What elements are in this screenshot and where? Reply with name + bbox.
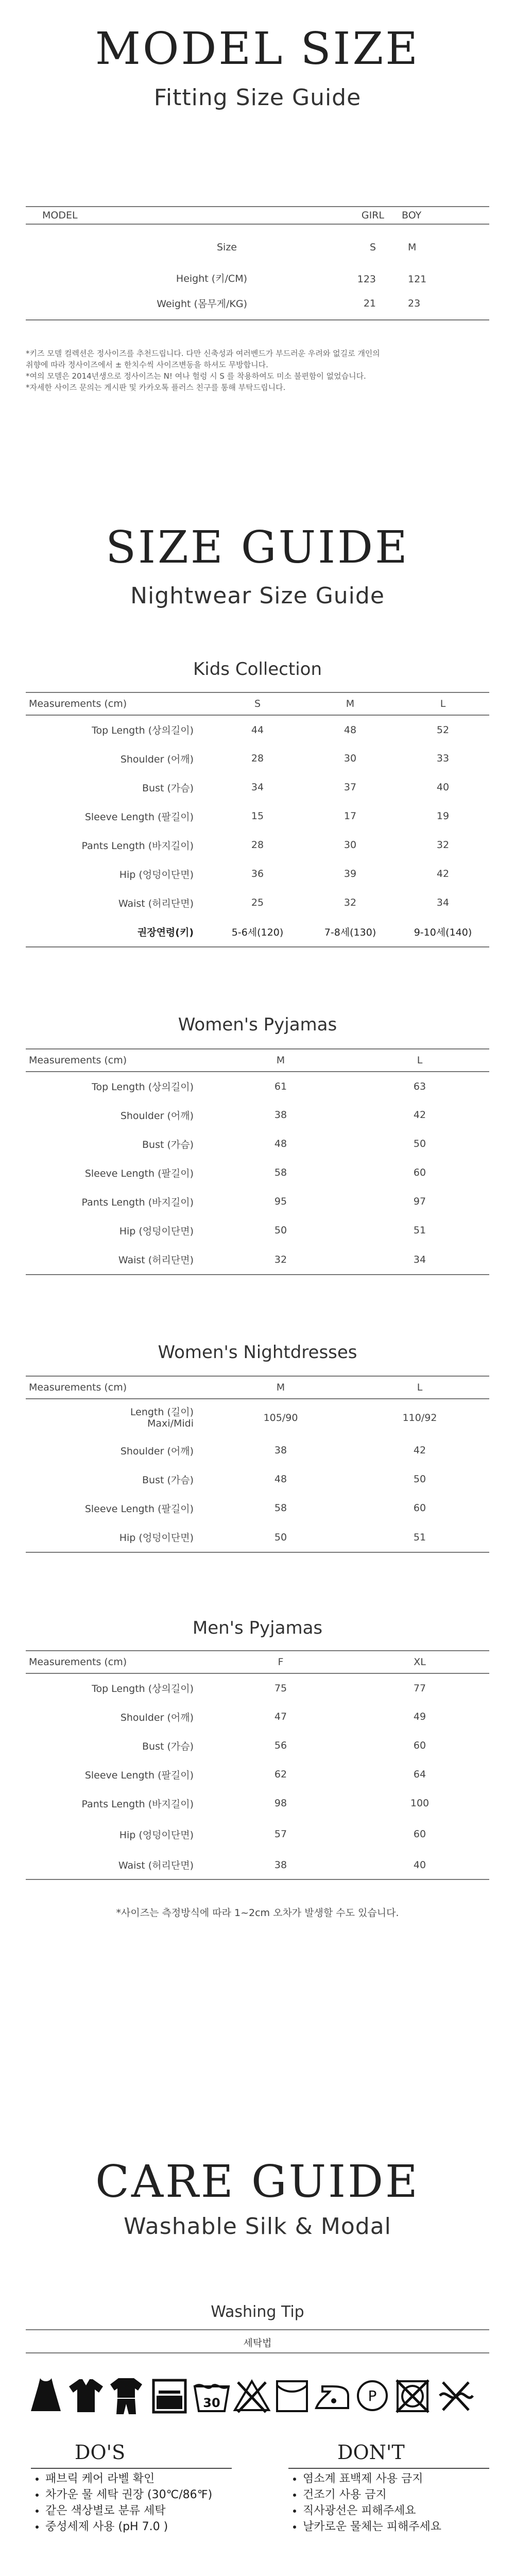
list-item: • 직사광선은 피해주세요 xyxy=(303,2503,441,2519)
table-row: Sleeve Length (팔길이) 62 64 xyxy=(84,1769,426,1781)
divider xyxy=(31,2468,232,2469)
list-item: • 차가운 물 세탁 권장 (30℃/86℉) xyxy=(45,2487,212,2503)
table-row: Size S M xyxy=(216,242,417,253)
table-header: Measurements (cm) xyxy=(29,1055,127,1066)
table-row: Hip (엉덩이단면) 50 51 xyxy=(119,1225,426,1237)
table-row: Waist (허리단면) 32 34 xyxy=(26,1245,489,1275)
table-header: Measurements (cm) xyxy=(29,1382,127,1393)
model-size-title: MODEL SIZE xyxy=(95,23,420,75)
table-row: Top Length (상의길이) 61 63 xyxy=(92,1080,426,1093)
list-item: • 패브릭 케어 라벨 확인 xyxy=(45,2471,212,2487)
table-row: Bust (가슴) 48 50 xyxy=(142,1138,426,1150)
divider xyxy=(26,2329,489,2330)
table-row: Bust (가슴) 56 60 xyxy=(142,1740,426,1752)
dry-clean-icon xyxy=(352,2375,392,2416)
table-row: Sleeve Length (팔길이) 15 17 19 xyxy=(84,810,450,823)
list-item: • 같은 색상별로 분류 세탁 xyxy=(45,2503,212,2519)
dos-title: DO'S xyxy=(75,2441,126,2464)
table-header: BOY xyxy=(402,210,422,221)
model-size-notes: *키즈 모델 컬렉션은 정사이즈를 추천드립니다. 다만 신축성과 여러벤드가 부드러운 우려와 없길로 개인의 취향에 따라 정사이즈에서 ± 한치수씩 사이즈변동을 하셔도 무방합니다. *여의 모델은 2014년생으로 정사이즈는 N! 여나 헐렁 시 S 를 착용하여도 미소 불편함이 없었습니다. *자세한 사이즈 문의는 게시판 및 카카오톡 플러스 친구를 통해 부탁드립니다. xyxy=(26,349,380,392)
shirt-icon xyxy=(66,2375,106,2416)
table-row: Bust (가슴) 34 37 40 xyxy=(142,782,450,794)
table-row: Top Length (상의길이) 44 48 52 xyxy=(92,724,450,736)
table-row: Bust (가슴) 48 50 xyxy=(142,1473,426,1486)
table-row: Sleeve Length (팔길이) 58 60 xyxy=(84,1167,426,1179)
list-item: • 건조기 사용 금지 xyxy=(303,2487,441,2503)
table-row: Length (길이) Maxi/Midi 105/90 110/92 xyxy=(130,1406,437,1429)
donts-title: DON'T xyxy=(337,2441,405,2464)
table-row: Waist (허리단면) 38 40 xyxy=(26,1851,489,1879)
size-guide-title: SIZE GUIDE xyxy=(106,522,409,573)
table-row: Hip (엉덩이단면) 36 39 42 xyxy=(119,868,450,880)
no-bleach-icon xyxy=(232,2375,272,2416)
table-row: Pants Length (바지길이) 28 30 32 xyxy=(81,839,450,852)
table-row: Pants Length (바지길이) 95 97 xyxy=(81,1196,426,1208)
table-row: Sleeve Length (팔길이) 58 60 xyxy=(84,1502,426,1515)
mens-pyjamas-table xyxy=(26,1650,489,1880)
table-header: XL xyxy=(414,1656,426,1668)
no-tumble-dry-icon xyxy=(392,2375,433,2416)
washing-tip-ko: 세탁법 xyxy=(243,2337,272,2349)
table-row: Top Length (상의길이) 75 77 xyxy=(92,1682,426,1694)
washing-tip-title: Washing Tip xyxy=(211,2303,304,2321)
table-row: Height (키/CM) 123 121 xyxy=(176,273,427,285)
table-header: Measurements (cm) xyxy=(29,698,127,709)
table-header: MODEL xyxy=(42,210,78,221)
table-row: Shoulder (어깨) 38 42 xyxy=(120,1109,426,1122)
table-row: Shoulder (어깨) 47 49 xyxy=(120,1711,426,1723)
womens-pyjamas-title: Women's Pyjamas xyxy=(178,1014,337,1035)
donts-list xyxy=(288,2471,441,2535)
womens-pyjamas-table xyxy=(26,1048,489,1275)
kids-size-table xyxy=(26,692,489,947)
pyjama-icon xyxy=(106,2375,146,2416)
table-row: Hip (엉덩이단면) 57 60 xyxy=(119,1828,426,1841)
care-guide-subtitle: Washable Silk & Modal xyxy=(124,2213,391,2240)
model-size-subtitle: Fitting Size Guide xyxy=(153,84,362,111)
table-row: Weight (몸무게/KG) 21 23 xyxy=(26,287,489,320)
table-row: Hip (엉덩이단면) 50 51 xyxy=(26,1522,489,1552)
size-guide-subtitle: Nightwear Size Guide xyxy=(130,583,385,609)
womens-nightdresses-table xyxy=(26,1376,489,1553)
table-header: Measurements (cm) xyxy=(29,1656,127,1668)
womens-nightdresses-title: Women's Nightdresses xyxy=(158,1342,357,1363)
table-header: M xyxy=(346,698,355,709)
table-header: M xyxy=(276,1382,285,1393)
table-header: F xyxy=(278,1656,284,1668)
table-row: Waist (허리단면) 25 32 34 xyxy=(118,897,450,909)
table-row: Shoulder (어깨) 38 42 xyxy=(120,1445,426,1457)
divider xyxy=(288,2468,489,2469)
kids-collection-title: Kids Collection xyxy=(193,659,322,680)
table-header: M xyxy=(276,1055,285,1066)
table-row: Shoulder (어깨) 28 30 33 xyxy=(120,753,450,765)
list-item: • 중성세제 사용 (pH 7.0 ) xyxy=(45,2519,212,2535)
table-row: 권장연령(키) 5-6세(120) 7-8세(130) 9-10세(140) xyxy=(26,917,489,947)
no-wring-icon xyxy=(436,2375,476,2416)
iron-low-icon xyxy=(312,2375,352,2416)
svg-text:P: P xyxy=(368,2387,377,2404)
svg-text:30: 30 xyxy=(203,2396,220,2410)
table-header: L xyxy=(440,698,446,709)
table-header: L xyxy=(417,1055,423,1066)
list-item: • 염소계 표백제 사용 금지 xyxy=(303,2471,441,2487)
size-note: *사이즈는 측정방식에 따라 1~2cm 오차가 발생할 수도 있습니다. xyxy=(116,1907,399,1919)
divider xyxy=(26,2352,489,2353)
care-guide-title: CARE GUIDE xyxy=(95,2156,420,2208)
table-header: GIRL xyxy=(361,210,384,221)
wash-tub-icon xyxy=(149,2375,190,2416)
dress-icon xyxy=(26,2375,66,2416)
list-item: • 날카로운 물체는 피해주세요 xyxy=(303,2519,441,2535)
table-row: Pants Length (바지길이) 98 100 xyxy=(81,1798,430,1810)
wash-30-icon xyxy=(192,2375,232,2416)
table-header: L xyxy=(417,1382,423,1393)
model-size-table xyxy=(26,206,489,320)
mens-pyjamas-title: Men's Pyjamas xyxy=(192,1618,323,1638)
dos-list xyxy=(31,2471,212,2535)
hang-dry-icon xyxy=(272,2375,312,2416)
table-header: S xyxy=(254,698,261,709)
